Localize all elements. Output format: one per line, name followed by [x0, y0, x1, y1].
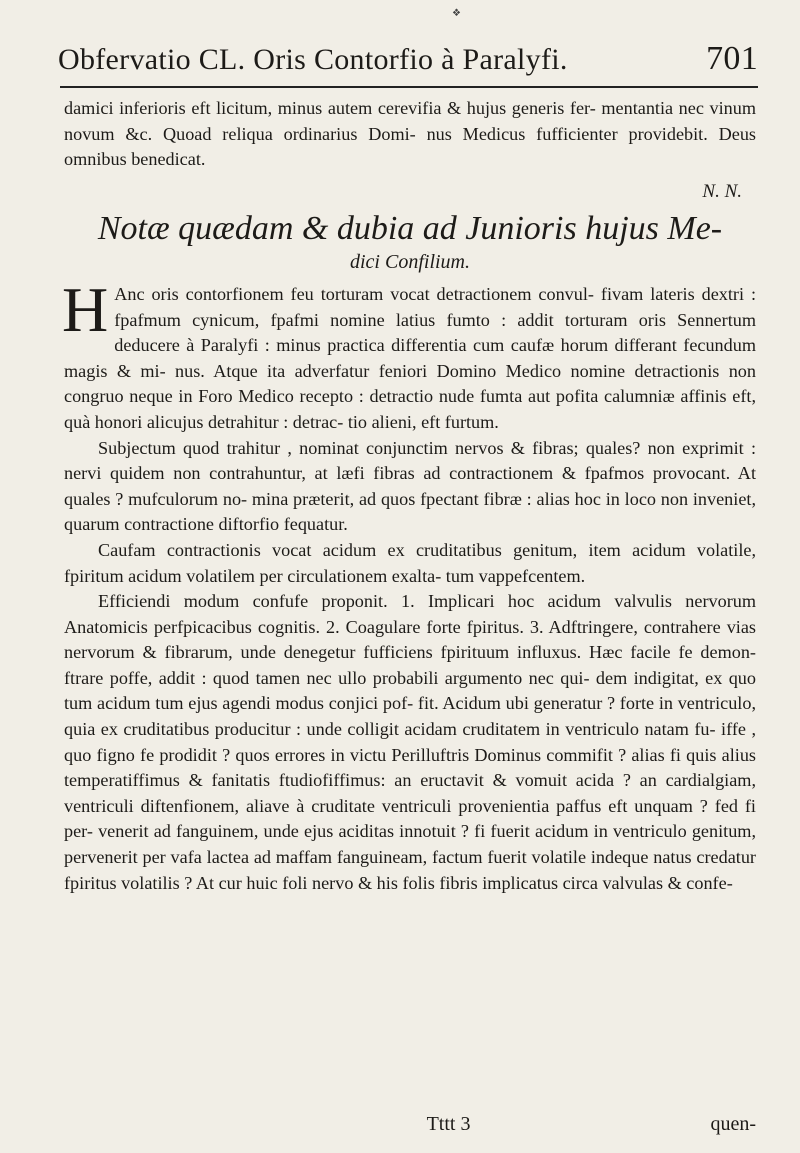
running-head: [58, 40, 758, 78]
paragraph-3: Subjectum quod trahitur , nominat conjunctim nervos & fibras; quales? non exprimit : nervi quidem non contrahuntur, at læfi fibras ad contractionem & fpafmos provocant. At quales ? mufculorum no- mina præterit, ad quos fpectant fibræ : alias hoc in loco non inveniet, quarum contractione diftorfio fequatur.: [64, 437, 756, 535]
catchword: quen-: [710, 1113, 756, 1135]
page-number: 701: [706, 40, 758, 77]
paragraph-2: [62, 273, 756, 436]
paragraph-4: Caufam contractionis vocat acidum ex cruditatibus genitum, item acidum volatile, fpiritum acidum volatilem per circulationem exalta- tum vappefcentem.: [64, 539, 756, 586]
section-subtitle: dici Confilium.: [350, 251, 470, 274]
drop-cap: H: [62, 273, 109, 345]
section-title: Notæ quædam & dubia ad Junioris hujus Me-: [97, 210, 723, 248]
print-mark-icon: ❖: [452, 8, 461, 19]
running-head-title: Obfervatio CL. Oris Contorfio à Paralyfi.: [58, 43, 568, 76]
page-footer: [64, 1113, 756, 1136]
paragraph-1: damici inferioris eft licitum, minus autem cerevifia & hujus generis fer- mentantia nec vinum novum &c. Quoad reliqua ordinarius Domi- nus Medicus fufficienter providebit. Deus omnibus benedicat.: [64, 98, 756, 170]
header-rule: [60, 86, 758, 88]
paragraph-5: Efficiendi modum confufe proponit. 1. Implicari hoc acidum valvulis nervorum Anatomicis perfpicacibus cognitis. 2. Coagulare forte fpiritus. 3. Adftringere, contrahere vias nervorum & fibrarum, unde denegetur fufficiens fpirituum influxus. Hæc facile fe demon- ftrare poffe, addit : quod tamen nec ullo probabili argumento nec qui- dem indigitat, ex quo tum acidum tum ejus agendi modus conjici pof- fit. Acidum ubi generatur ? forte in ventriculo, quia ex cruditatibus producitur : unde colligit acidam cruditatem in ventriculo natam fu- iffe , quo figno fe prodidit ? quos errores in victu Perilluftris Dominus commifit ? alias fi quis alius temperatiffimus & fanitatis ftudiofiffimus: an eructavit & vomuit acida ? an cardialgiam, ventriculi diftenfionem, aliave à cruditate ventriculi provenientia paffus eft unquam ? fed fi per- venerit ad fanguinem, unde ejus aciditas innotuit ? fi fuerit acidum in ventriculo genitum, pervenerit per vafa lactea ad maffam fanguineam, factum fuerit volatile indeque natus credatur fpiritus volatilis ? At cur huic foli nervo & his folis fibris implicatus circa valvulas & confe-: [64, 591, 756, 893]
signature: N. N.: [702, 180, 742, 202]
page-body: [64, 96, 756, 896]
paragraph-2-text: Anc oris contorfionem feu torturam vocat detractionem convul- fivam lateris dextri : fpafmum cynicum, fpafmi nomine latius fumto : addit torturam oris Sennertum deducere à Paralyfi : minus practica differentia cum caufæ horum differant fecundum magis & mi- nus. Atque ita adverfatur feniori Domino Medico nomine detractionis non congruo neque in Foro Medico recepto : detractio nude fumta aut pofita calumniæ affinis eft, quà honori alicujus detrahitur : detrac- tio alieni, eft furtum.: [64, 283, 756, 432]
signature-mark: Tttt 3: [426, 1113, 471, 1135]
